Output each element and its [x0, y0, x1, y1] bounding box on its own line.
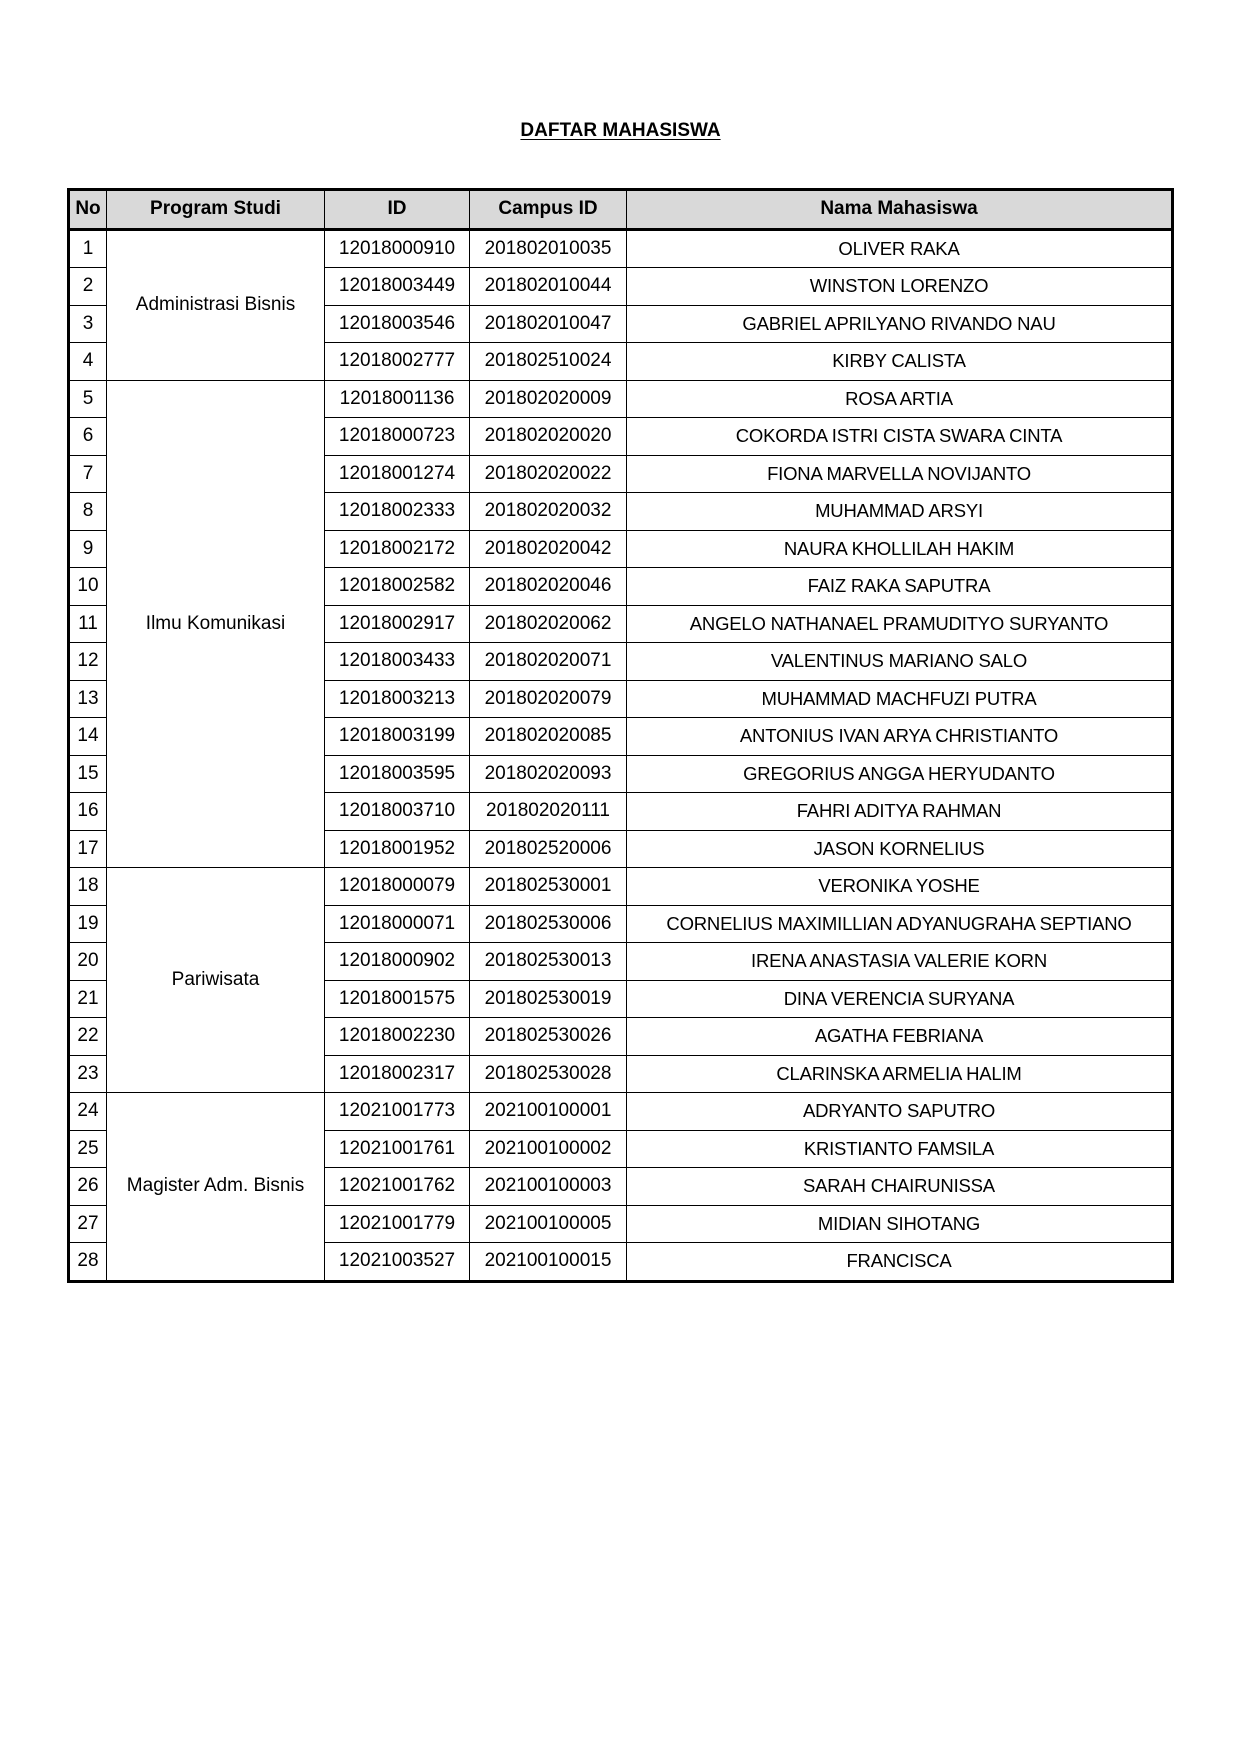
campus-id: 201802530019 — [470, 980, 627, 1018]
header-no: No — [69, 190, 107, 230]
student-id: 12018003546 — [325, 305, 470, 343]
row-number: 3 — [69, 305, 107, 343]
student-id: 12018000079 — [325, 868, 470, 906]
campus-id: 201802530001 — [470, 868, 627, 906]
row-number: 17 — [69, 830, 107, 868]
campus-id: 201802020032 — [470, 493, 627, 531]
student-name: ADRYANTO SAPUTRO — [627, 1093, 1173, 1131]
student-name: SARAH CHAIRUNISSA — [627, 1168, 1173, 1206]
student-name: WINSTON LORENZO — [627, 268, 1173, 306]
row-number: 4 — [69, 343, 107, 381]
campus-id: 201802010047 — [470, 305, 627, 343]
campus-id: 201802010035 — [470, 229, 627, 268]
student-id: 12021001761 — [325, 1130, 470, 1168]
campus-id: 201802530006 — [470, 905, 627, 943]
student-id: 12018003595 — [325, 755, 470, 793]
row-number: 14 — [69, 718, 107, 756]
student-name: VERONIKA YOSHE — [627, 868, 1173, 906]
campus-id: 201802520006 — [470, 830, 627, 868]
program-cell: Pariwisata — [107, 868, 325, 1093]
student-name: CLARINSKA ARMELIA HALIM — [627, 1055, 1173, 1093]
student-name: GABRIEL APRILYANO RIVANDO NAU — [627, 305, 1173, 343]
student-name: ANTONIUS IVAN ARYA CHRISTIANTO — [627, 718, 1173, 756]
student-name: FRANCISCA — [627, 1243, 1173, 1282]
table-row — [69, 380, 1173, 418]
student-name: NAURA KHOLLILAH HAKIM — [627, 530, 1173, 568]
table-row — [69, 229, 1173, 268]
student-name: COKORDA ISTRI CISTA SWARA CINTA — [627, 418, 1173, 456]
row-number: 11 — [69, 605, 107, 643]
row-number: 16 — [69, 793, 107, 831]
row-number: 1 — [69, 229, 107, 268]
campus-id: 201802020062 — [470, 605, 627, 643]
student-id: 12021001773 — [325, 1093, 470, 1131]
campus-id: 202100100005 — [470, 1205, 627, 1243]
row-number: 9 — [69, 530, 107, 568]
student-id: 12018001952 — [325, 830, 470, 868]
student-name: KIRBY CALISTA — [627, 343, 1173, 381]
student-id: 12018002230 — [325, 1018, 470, 1056]
student-id: 12018000071 — [325, 905, 470, 943]
student-id: 12018001274 — [325, 455, 470, 493]
header-campus-id: Campus ID — [470, 190, 627, 230]
program-cell: Ilmu Komunikasi — [107, 380, 325, 868]
campus-id: 201802020093 — [470, 755, 627, 793]
campus-id: 201802020079 — [470, 680, 627, 718]
row-number: 28 — [69, 1243, 107, 1282]
table-row — [69, 1093, 1173, 1131]
campus-id: 201802020042 — [470, 530, 627, 568]
row-number: 27 — [69, 1205, 107, 1243]
student-id: 12018002333 — [325, 493, 470, 531]
page-title: DAFTAR MAHASISWA — [520, 120, 721, 141]
student-id: 12018003433 — [325, 643, 470, 681]
student-name: AGATHA FEBRIANA — [627, 1018, 1173, 1056]
student-name: JASON KORNELIUS — [627, 830, 1173, 868]
row-number: 5 — [69, 380, 107, 418]
row-number: 21 — [69, 980, 107, 1018]
student-name: FAHRI ADITYA RAHMAN — [627, 793, 1173, 831]
student-name: GREGORIUS ANGGA HERYUDANTO — [627, 755, 1173, 793]
student-name: MIDIAN SIHOTANG — [627, 1205, 1173, 1243]
campus-id: 201802020071 — [470, 643, 627, 681]
row-number: 25 — [69, 1130, 107, 1168]
student-name: MUHAMMAD ARSYI — [627, 493, 1173, 531]
row-number: 24 — [69, 1093, 107, 1131]
student-name: MUHAMMAD MACHFUZI PUTRA — [627, 680, 1173, 718]
campus-id: 201802020020 — [470, 418, 627, 456]
campus-id: 202100100002 — [470, 1130, 627, 1168]
campus-id: 201802530013 — [470, 943, 627, 981]
row-number: 15 — [69, 755, 107, 793]
row-number: 2 — [69, 268, 107, 306]
table-body — [69, 229, 1173, 1281]
table-row — [69, 868, 1173, 906]
student-name: VALENTINUS MARIANO SALO — [627, 643, 1173, 681]
row-number: 6 — [69, 418, 107, 456]
campus-id: 201802020009 — [470, 380, 627, 418]
row-number: 23 — [69, 1055, 107, 1093]
student-name: FAIZ RAKA SAPUTRA — [627, 568, 1173, 606]
student-id: 12018003199 — [325, 718, 470, 756]
campus-id: 201802510024 — [470, 343, 627, 381]
student-id: 12018003213 — [325, 680, 470, 718]
student-id: 12018001136 — [325, 380, 470, 418]
student-id: 12021001762 — [325, 1168, 470, 1206]
row-number: 18 — [69, 868, 107, 906]
row-number: 20 — [69, 943, 107, 981]
campus-id: 201802020085 — [470, 718, 627, 756]
header-row — [69, 190, 1173, 230]
student-id: 12018000723 — [325, 418, 470, 456]
student-name: ANGELO NATHANAEL PRAMUDITYO SURYANTO — [627, 605, 1173, 643]
student-id: 12021003527 — [325, 1243, 470, 1282]
row-number: 22 — [69, 1018, 107, 1056]
student-name: IRENA ANASTASIA VALERIE KORN — [627, 943, 1173, 981]
student-name: OLIVER RAKA — [627, 229, 1173, 268]
student-id: 12018002777 — [325, 343, 470, 381]
student-id: 12018003710 — [325, 793, 470, 831]
campus-id: 202100100001 — [470, 1093, 627, 1131]
student-name: ROSA ARTIA — [627, 380, 1173, 418]
row-number: 26 — [69, 1168, 107, 1206]
row-number: 19 — [69, 905, 107, 943]
campus-id: 201802020022 — [470, 455, 627, 493]
student-id: 12018002172 — [325, 530, 470, 568]
student-id: 12018000910 — [325, 229, 470, 268]
student-id: 12018000902 — [325, 943, 470, 981]
program-cell: Administrasi Bisnis — [107, 229, 325, 380]
student-id: 12021001779 — [325, 1205, 470, 1243]
student-name: KRISTIANTO FAMSILA — [627, 1130, 1173, 1168]
row-number: 7 — [69, 455, 107, 493]
student-table — [67, 188, 1174, 1283]
campus-id: 201802530026 — [470, 1018, 627, 1056]
campus-id: 202100100015 — [470, 1243, 627, 1282]
student-id: 12018001575 — [325, 980, 470, 1018]
row-number: 12 — [69, 643, 107, 681]
student-id: 12018002582 — [325, 568, 470, 606]
student-name: FIONA MARVELLA NOVIJANTO — [627, 455, 1173, 493]
row-number: 8 — [69, 493, 107, 531]
header-name: Nama Mahasiswa — [627, 190, 1173, 230]
student-id: 12018003449 — [325, 268, 470, 306]
table-header — [69, 190, 1173, 230]
student-id: 12018002917 — [325, 605, 470, 643]
student-name: DINA VERENCIA SURYANA — [627, 980, 1173, 1018]
row-number: 10 — [69, 568, 107, 606]
header-id: ID — [325, 190, 470, 230]
campus-id: 201802020111 — [470, 793, 627, 831]
campus-id: 201802530028 — [470, 1055, 627, 1093]
campus-id: 201802020046 — [470, 568, 627, 606]
student-id: 12018002317 — [325, 1055, 470, 1093]
program-cell: Magister Adm. Bisnis — [107, 1093, 325, 1282]
row-number: 13 — [69, 680, 107, 718]
header-program: Program Studi — [107, 190, 325, 230]
campus-id: 201802010044 — [470, 268, 627, 306]
student-name: CORNELIUS MAXIMILLIAN ADYANUGRAHA SEPTIANO — [627, 905, 1173, 943]
campus-id: 202100100003 — [470, 1168, 627, 1206]
